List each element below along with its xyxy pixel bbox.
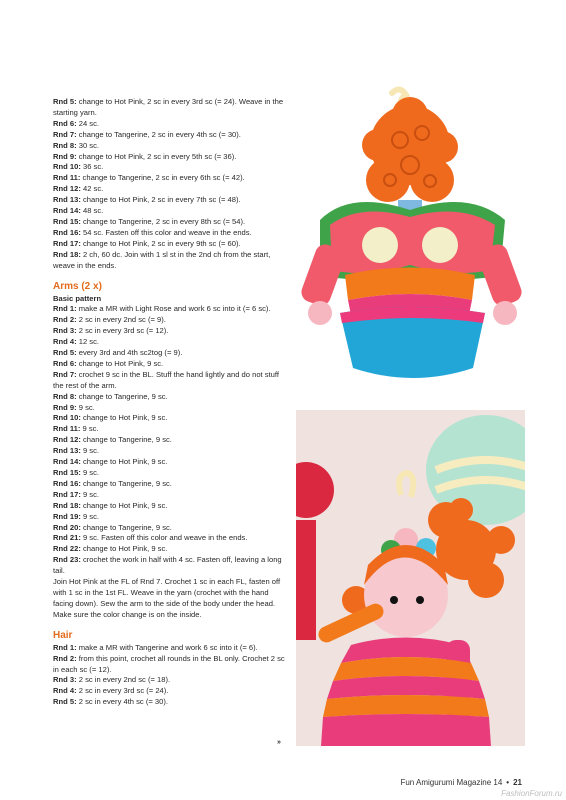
round-line — [53, 119, 289, 130]
round-label: Rnd 13: — [53, 195, 81, 205]
round-line — [53, 523, 289, 534]
round-label: Rnd 14: — [53, 206, 81, 216]
round-label: Rnd 23: — [53, 555, 81, 565]
round-text: crochet the work in half with 4 sc. Fasten off, leaving a long tail. — [53, 555, 282, 576]
round-text: 30 sc. — [76, 140, 99, 150]
round-text: crochet 9 sc in the BL. Stuff the hand lightly and do not stuff the rest of the arm. — [53, 369, 279, 390]
round-line — [53, 555, 289, 577]
round-line — [53, 697, 289, 708]
round-label: Rnd 8: — [53, 140, 77, 150]
round-line — [53, 392, 289, 403]
round-label: Rnd 16: — [53, 478, 81, 488]
page-footer — [400, 778, 522, 787]
round-label: Rnd 19: — [53, 511, 81, 521]
round-label: Rnd 18: — [53, 249, 81, 259]
round-text: Join Hot Pink at the FL of Rnd 7. Crochet 1 sc in each FL, fasten off with 1 sc in the 1st FL. Weave in the yarn (crochet with the hand facing down). Sew the arm to the side of the body under the head. Make sure the color change is on the inside. — [53, 577, 281, 619]
round-text: make a MR with Light Rose and work 6 sc into it (= 6 sc). — [76, 304, 271, 314]
round-line — [53, 544, 289, 555]
round-text: change to Hot Pink, 9 sc. — [80, 500, 168, 510]
round-label: Rnd 8: — [53, 391, 77, 401]
round-label: Rnd 7: — [53, 129, 77, 139]
round-text: 9 sc. — [80, 489, 100, 499]
round-label: Rnd 10: — [53, 162, 81, 172]
round-line — [53, 413, 289, 424]
round-label: Rnd 4: — [53, 686, 77, 696]
round-text: 2 sc in every 2nd sc (= 18). — [76, 675, 171, 685]
round-text: 2 sc in every 4th sc (= 30). — [76, 697, 168, 707]
round-text: 42 sc. — [80, 184, 104, 194]
round-line — [53, 206, 289, 217]
round-text: 36 sc. — [80, 162, 104, 172]
round-label: Rnd 5: — [53, 348, 77, 358]
round-text: 9 sc. Fasten off this color and weave in the ends. — [80, 533, 248, 543]
round-text: 9 sc. — [80, 424, 99, 434]
continue-marker: » — [277, 739, 281, 746]
round-line — [53, 359, 289, 370]
round-label: Rnd 1: — [53, 304, 77, 314]
round-label: Rnd 21: — [53, 533, 81, 543]
round-text: change to Hot Pink, 9 sc. — [80, 413, 168, 423]
round-label: Rnd 11: — [53, 173, 81, 183]
round-line — [53, 348, 289, 359]
round-line — [53, 337, 289, 348]
round-line — [53, 675, 289, 686]
round-line — [53, 326, 289, 337]
round-line — [53, 195, 289, 206]
magazine-name: Fun Amigurumi Magazine 14 — [400, 778, 503, 787]
round-line — [53, 152, 289, 163]
round-text: 9 sc. — [80, 446, 100, 456]
round-text: 54 sc. Fasten off this color and weave in the ends. — [80, 227, 252, 237]
round-label: Rnd 22: — [53, 544, 81, 554]
footer-bullet: • — [506, 778, 510, 787]
round-line — [53, 130, 289, 141]
round-label: Rnd 6: — [53, 358, 77, 368]
arms-subheading: Basic pattern — [53, 293, 102, 303]
round-text: from this point, crochet all rounds in the BL only. Crochet 2 sc in each sc (= 12). — [53, 653, 285, 674]
round-line — [53, 424, 289, 435]
round-line — [53, 403, 289, 414]
round-text: 2 sc in every 3rd sc (= 12). — [76, 326, 169, 336]
round-text: make a MR with Tangerine and work 6 sc into it (= 6). — [76, 642, 258, 652]
round-line — [53, 435, 289, 446]
round-text: 9 sc. — [80, 468, 100, 477]
round-line — [53, 512, 289, 523]
round-label: Rnd 5: — [53, 697, 77, 707]
hair-heading: Hair — [53, 629, 73, 641]
round-label: Rnd 12: — [53, 184, 81, 194]
round-label: Rnd 20: — [53, 522, 81, 532]
round-text: change to Hot Pink, 9 sc. — [76, 358, 164, 368]
round-text: change to Tangerine, 2 sc in every 4th sc (= 30). — [76, 129, 241, 139]
round-label: Rnd 13: — [53, 446, 81, 456]
round-line — [53, 446, 289, 457]
round-label: Rnd 14: — [53, 457, 81, 467]
round-line — [53, 173, 289, 184]
round-text: change to Tangerine, 9 sc. — [76, 391, 168, 401]
doll-front-photo — [296, 410, 525, 746]
round-line — [53, 228, 289, 239]
round-text: 12 sc. — [76, 337, 99, 347]
round-text: change to Tangerine, 9 sc. — [80, 522, 172, 532]
round-text: 24 sc. — [76, 118, 99, 128]
round-label: Rnd 3: — [53, 326, 77, 336]
round-label: Rnd 2: — [53, 315, 77, 325]
round-text: change to Hot Pink, 2 sc in every 9th sc (= 60). — [80, 238, 241, 248]
round-line — [53, 315, 289, 326]
round-line — [53, 457, 289, 468]
round-label: Rnd 15: — [53, 468, 81, 477]
round-label: Rnd 9: — [53, 151, 77, 161]
round-label: Rnd 7: — [53, 369, 77, 379]
round-text: change to Hot Pink, 2 sc in every 7th sc (= 48). — [80, 195, 241, 205]
round-label: Rnd 4: — [53, 337, 77, 347]
round-text: 2 sc in every 3rd sc (= 24). — [76, 686, 169, 696]
round-line — [53, 686, 289, 697]
round-text: 48 sc. — [80, 206, 104, 216]
round-label: Rnd 16: — [53, 227, 81, 237]
round-line — [53, 370, 289, 392]
round-label: Rnd 10: — [53, 413, 81, 423]
section-body-rounds — [53, 97, 289, 272]
doll-back-photo — [300, 85, 526, 388]
arms-heading: Arms (2 x) — [53, 280, 102, 292]
watermark: FashionForum.ru — [501, 789, 562, 798]
round-label: Rnd 18: — [53, 500, 81, 510]
page-number: 21 — [513, 778, 522, 787]
round-line — [53, 468, 289, 479]
round-label: Rnd 11: — [53, 424, 81, 434]
round-label: Rnd 17: — [53, 238, 81, 248]
round-text: 9 sc. — [76, 402, 95, 412]
round-label: Rnd 15: — [53, 216, 81, 226]
round-label: Rnd 9: — [53, 402, 77, 412]
section-hair-rounds — [53, 643, 289, 708]
round-line — [53, 250, 289, 272]
round-line — [53, 304, 289, 315]
round-text: every 3rd and 4th sc2tog (= 9). — [76, 348, 183, 358]
round-line — [53, 217, 289, 228]
round-label: Rnd 2: — [53, 653, 77, 663]
round-text: 2 ch, 60 dc. Join with 1 sl st in the 2nd ch from the start, weave in the ends. — [53, 249, 271, 270]
round-line — [53, 490, 289, 501]
round-text: change to Tangerine, 2 sc in every 6th sc (= 42). — [80, 173, 245, 183]
round-label: Rnd 1: — [53, 642, 77, 652]
round-text: 9 sc. — [80, 511, 100, 521]
pattern-column — [53, 97, 289, 708]
round-line — [53, 654, 289, 676]
round-label: Rnd 12: — [53, 435, 81, 445]
round-line — [53, 577, 289, 621]
round-text: 2 sc in every 2nd sc (= 9). — [76, 315, 166, 325]
round-line — [53, 184, 289, 195]
round-text: change to Tangerine, 9 sc. — [80, 478, 172, 488]
round-label: Rnd 3: — [53, 675, 77, 685]
round-line — [53, 141, 289, 152]
round-label: Rnd 6: — [53, 118, 77, 128]
round-line — [53, 239, 289, 250]
round-text: change to Tangerine, 2 sc in every 8th sc (= 54). — [80, 216, 246, 226]
round-text: change to Hot Pink, 2 sc in every 3rd sc (= 24). Weave in the starting yarn. — [53, 97, 284, 117]
round-label: Rnd 17: — [53, 489, 81, 499]
section-arms-rounds — [53, 304, 289, 620]
round-line — [53, 533, 289, 544]
round-line — [53, 97, 289, 119]
round-text: change to Hot Pink, 9 sc. — [80, 457, 168, 467]
round-text: change to Tangerine, 9 sc. — [80, 435, 172, 445]
round-line — [53, 479, 289, 490]
round-line — [53, 162, 289, 173]
round-text: change to Hot Pink, 9 sc. — [80, 544, 168, 554]
round-label: Rnd 5: — [53, 97, 77, 106]
round-line — [53, 643, 289, 654]
round-text: change to Hot Pink, 2 sc in every 5th sc (= 36). — [76, 151, 237, 161]
round-line — [53, 501, 289, 512]
